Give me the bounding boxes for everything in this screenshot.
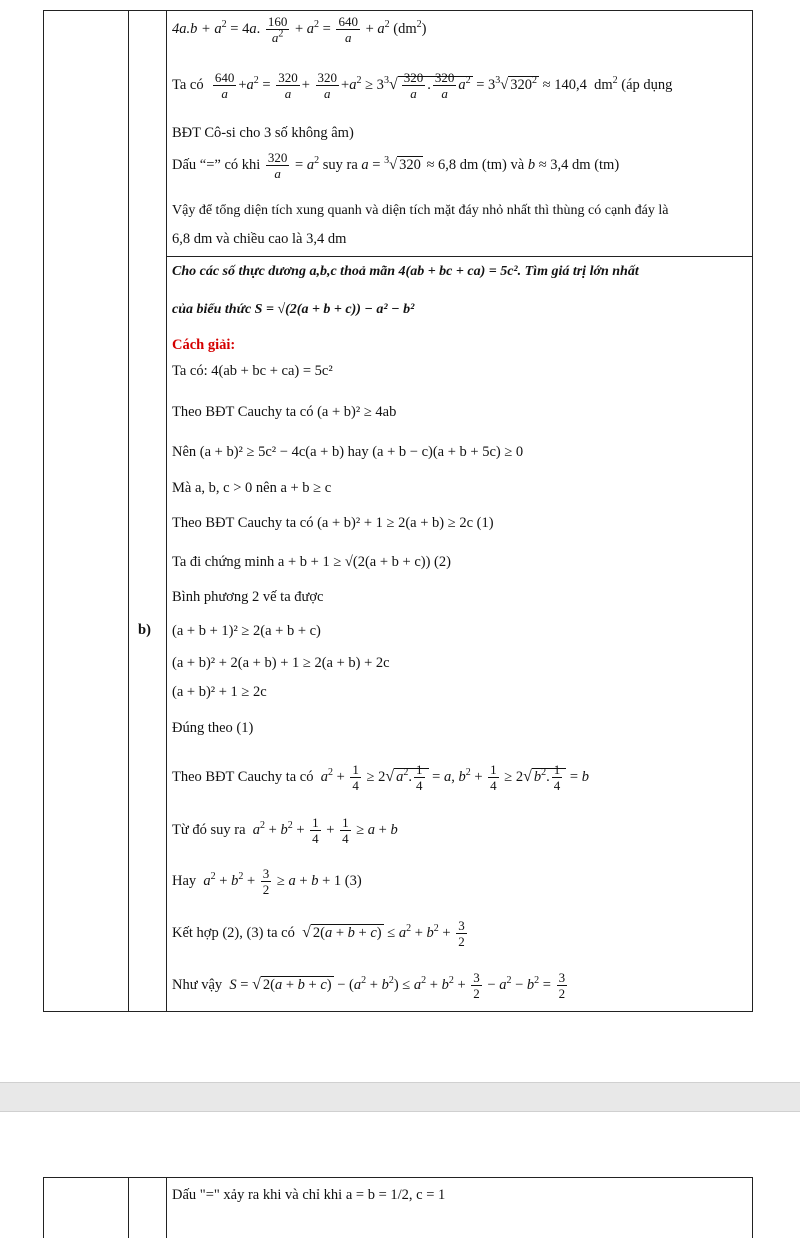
solution-step-12: Theo BĐT Cauchy ta có $a^2$ + $\frac{1}{4}$ ≥ 2√ $a^2$. $\frac{1}{4}$ = a, $b^2$ + $\frac{1}{4}$ ≥ 2√ $b^2$. $\frac{1}{4}$ = b [172, 762, 589, 793]
solution-step-5: Theo BĐT Cauchy ta có (a + b)² + 1 ≥ 2(a + b) ≥ 2c (1) [172, 515, 494, 531]
part-a-line-2: Ta có $\frac{640}{a}$ $+a^2$ = $\frac{320}{a}$ + $\frac{320}{a}$ $+a^2 \ge 3^3√$ $\frac{320}{a}$ . $\frac{320}{a}$ $a^2 = 3^3√$ $320^2 \approx 140,4$ $dm^2$ (áp dụng [172, 70, 673, 101]
problem-statement-1: Cho các số thực dương a,b,c thoả mãn 4(ab + bc + ca) = 5c². Tìm giá trị lớn nhất [172, 264, 639, 279]
solution-step-16: Như vậy S = √ $2(a + b + c) - (a^2 + b^2) \le a^2 + b^2$ + $\frac{3}{2}$ − $a^2 - b^2$ = $\frac{3}{2}$ [172, 970, 566, 1001]
page-separator [0, 1082, 800, 1112]
solution-step-14: Hay $a^2 + b^2$ + $\frac{3}{2}$ ≥ a + b + 1 (3) [172, 866, 362, 897]
solution-step-11: Đúng theo (1) [172, 720, 254, 736]
solution-step-2: Theo BĐT Cauchy ta có (a + b)² ≥ 4ab [172, 404, 397, 420]
solution-step-1: Ta có: 4(ab + bc + ca) = 5c² [172, 363, 333, 379]
solution-step-7: Bình phương 2 vế ta được [172, 589, 324, 605]
column-divider [166, 11, 167, 1011]
solution-step-6: Ta đi chứng minh a + b + 1 ≥ √(2(a + b + c)) (2) [172, 554, 451, 570]
column-divider [128, 1178, 129, 1238]
column-divider [166, 1178, 167, 1238]
part-a-line-5: Vậy để tổng diện tích xung quanh và diện tích mặt đáy nhỏ nhất thì thùng có cạnh đáy là [172, 203, 669, 218]
equality-condition-line: Dấu "=" xảy ra khi và chỉ khi a = b = 1/2, c = 1 [172, 1187, 446, 1203]
solution-step-4: Mà a, b, c > 0 nên a + b ≥ c [172, 480, 332, 496]
solution-step-9: (a + b)² + 2(a + b) + 1 ≥ 2(a + b) + 2c [172, 655, 390, 671]
part-a-line-6: 6,8 dm và chiều cao là 3,4 dm [172, 231, 347, 247]
solution-heading: Cách giải: [172, 337, 236, 353]
column-divider [128, 11, 129, 1011]
solution-step-13: Từ đó suy ra $a^2 + b^2$ + $\frac{1}{4}$ + $\frac{1}{4}$ ≥ a + b [172, 815, 398, 846]
solution-step-8: (a + b + 1)² ≥ 2(a + b + c) [172, 623, 321, 639]
row-divider [166, 256, 752, 257]
problem-statement-2: của biểu thức S = √(2(a + b + c)) − a² − b² [172, 302, 415, 317]
part-a-line-3: BĐT Cô-si cho 3 số không âm) [172, 125, 354, 141]
solution-step-10: (a + b)² + 1 ≥ 2c [172, 684, 267, 700]
part-a-line-1: $4a.b + a^2 = 4a$. $\frac{160}{a^2}$ + $a^2$ = $\frac{640}{a}$ + $a^2$ $(dm^2)$ [172, 14, 427, 45]
solution-step-15: Kết hợp (2), (3) ta có √ $2(a + b + c) \le a^2 + b^2$ + $\frac{3}{2}$ [172, 918, 465, 949]
solution-step-3: Nên (a + b)² ≥ 5c² − 4c(a + b) hay (a + b − c)(a + b + 5c) ≥ 0 [172, 444, 524, 460]
part-a-line-4: Dấu “=” có khi $\frac{320}{a}$ = $a^2$ suy ra a = $^3$√ 320 ≈ 6,8 dm (tm) và b ≈ 3,4 dm (tm) [172, 150, 620, 181]
part-b-label: b) [138, 622, 151, 638]
